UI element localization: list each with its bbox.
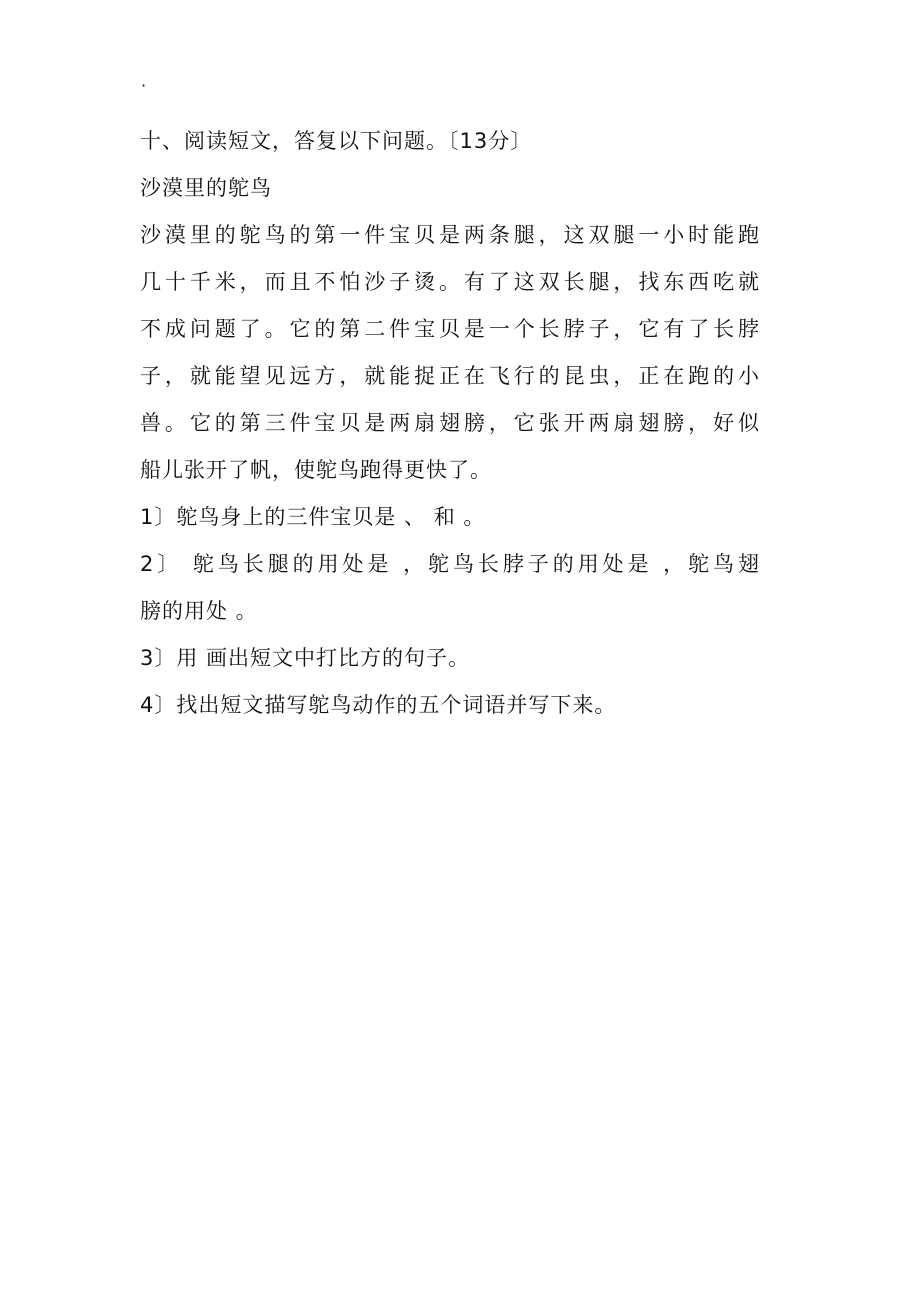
passage-line: 子，就能望见远方，就能捉正在飞行的昆虫，正在跑的小 <box>140 364 760 388</box>
sub-question-2: 2〕 鸵鸟长腿的用处是 ，鸵鸟长脖子的用处是 ，鸵鸟翅 <box>140 552 760 576</box>
question-section <box>140 118 760 729</box>
passage-line: 船儿张开了帆，使鸵鸟跑得更快了。 <box>140 458 492 482</box>
sub-question-3: 3〕用 画出短文中打比方的句子。 <box>140 646 471 670</box>
passage-body <box>140 212 760 494</box>
question-heading: 十、阅读短文，答复以下问题。〔13分〕 <box>140 129 533 153</box>
passage-line: 沙漠里的鸵鸟的第一件宝贝是两条腿，这双腿一小时能跑 <box>140 223 760 247</box>
sub-question-4: 4〕找出短文描写鸵鸟动作的五个词语并写下来。 <box>140 693 617 717</box>
sub-question-1: 1〕鸵鸟身上的三件宝贝是 、 和 。 <box>140 505 486 529</box>
passage-line: 不成问题了。它的第二件宝贝是一个长脖子，它有了长脖 <box>140 317 760 341</box>
passage-line: 兽。它的第三件宝贝是两扇翅膀，它张开两扇翅膀，好似 <box>140 411 760 435</box>
sub-question-2-continued: 膀的用处 。 <box>140 599 258 623</box>
header-mark: · <box>141 76 147 95</box>
passage-line: 几十千米，而且不怕沙子烫。有了这双长腿，找东西吃就 <box>140 270 760 294</box>
passage-title: 沙漠里的鸵鸟 <box>140 176 272 200</box>
